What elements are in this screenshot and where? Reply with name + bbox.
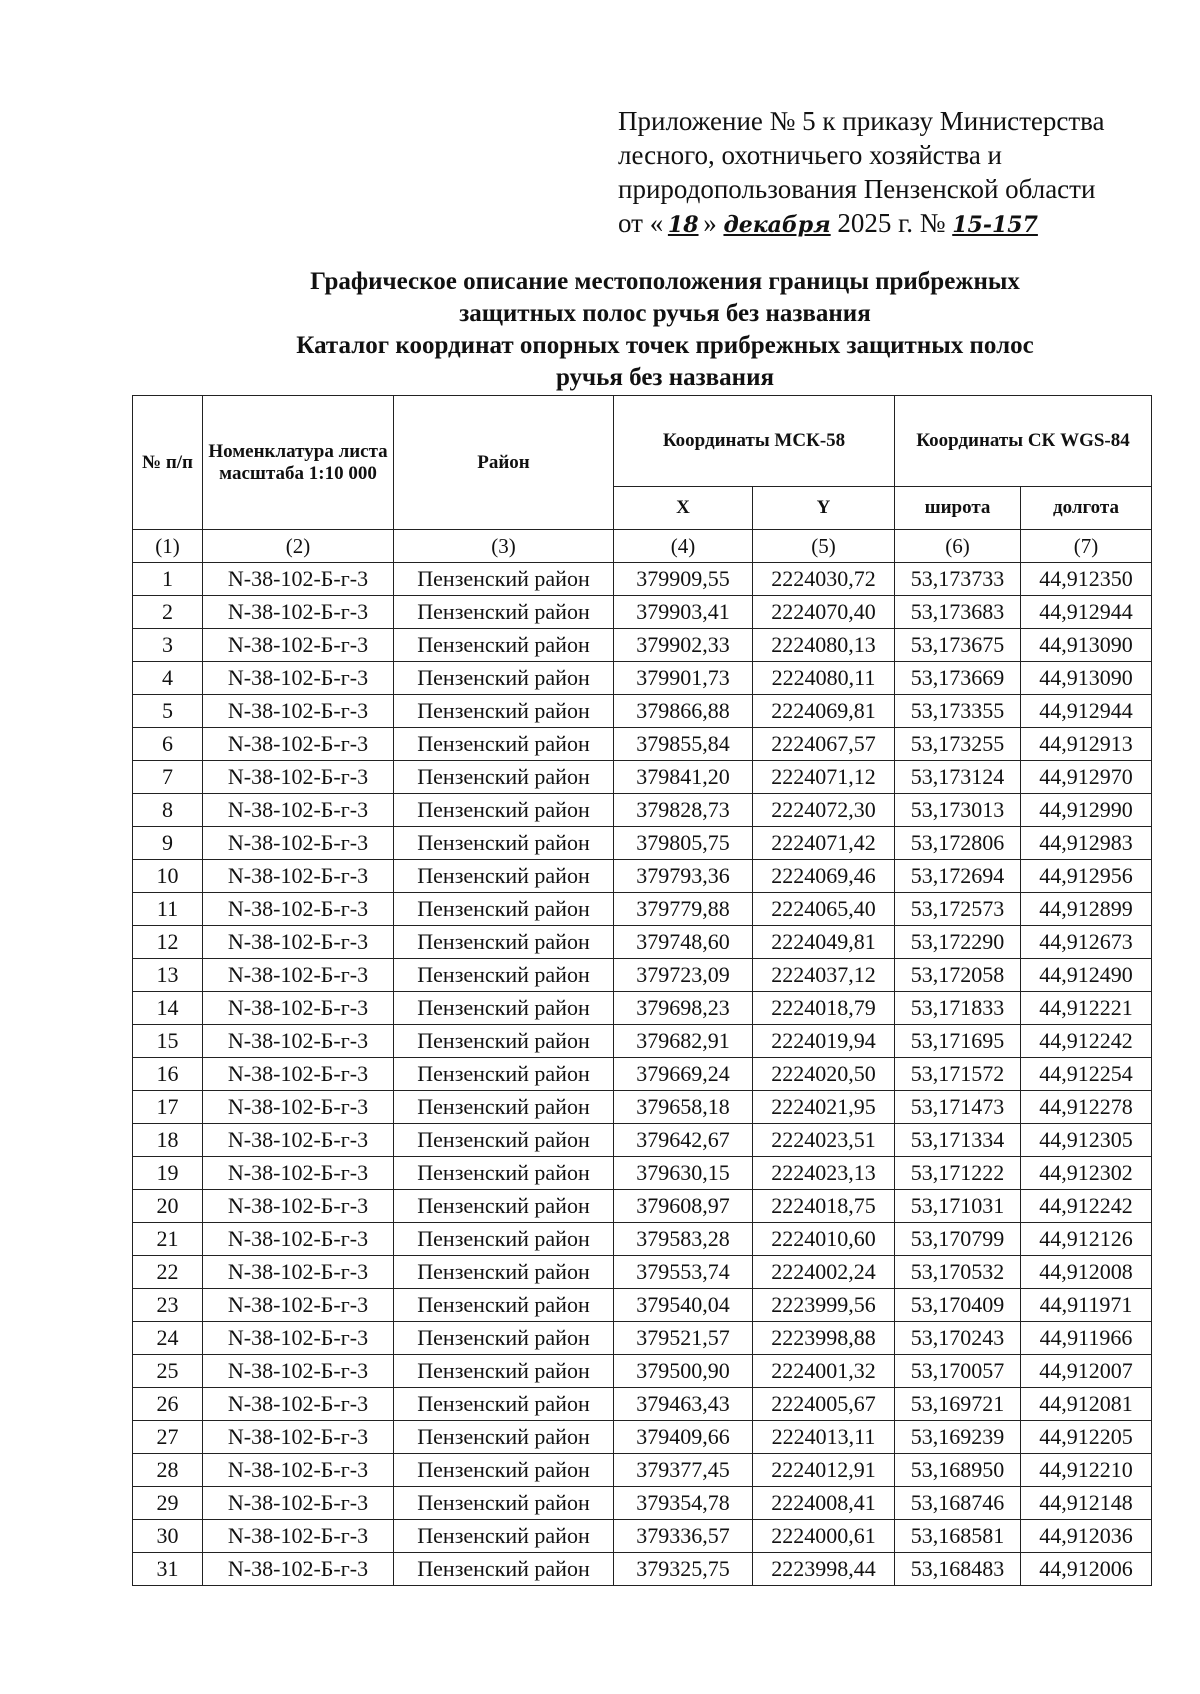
cell-longitude: 44,911966 [1021, 1322, 1152, 1355]
cell-number: 23 [133, 1289, 203, 1322]
cell-y: 2224080,11 [753, 662, 895, 695]
cell-number: 3 [133, 629, 203, 662]
cell-latitude: 53,169721 [895, 1388, 1021, 1421]
cell-latitude: 53,171222 [895, 1157, 1021, 1190]
cell-longitude: 44,912490 [1021, 959, 1152, 992]
cell-nomenclature: N-38-102-Б-г-3 [203, 1487, 394, 1520]
cell-longitude: 44,912036 [1021, 1520, 1152, 1553]
cell-number: 8 [133, 794, 203, 827]
cell-district: Пензенский район [394, 1124, 614, 1157]
cell-district: Пензенский район [394, 596, 614, 629]
cell-x: 379855,84 [614, 728, 753, 761]
cell-nomenclature: N-38-102-Б-г-3 [203, 1190, 394, 1223]
cell-y: 2224030,72 [753, 563, 895, 596]
cell-x: 379409,66 [614, 1421, 753, 1454]
cell-x: 379521,57 [614, 1322, 753, 1355]
cell-latitude: 53,170532 [895, 1256, 1021, 1289]
title-line-1: Графическое описание местоположения границы прибрежных [310, 268, 1020, 295]
cell-number: 10 [133, 860, 203, 893]
cell-latitude: 53,168950 [895, 1454, 1021, 1487]
cell-nomenclature: N-38-102-Б-г-3 [203, 563, 394, 596]
cell-y: 2224018,75 [753, 1190, 895, 1223]
cell-nomenclature: N-38-102-Б-г-3 [203, 1454, 394, 1487]
title-line-3: Каталог координат опорных точек прибрежных защитных полос [296, 332, 1034, 359]
date-quote-close: » [703, 208, 717, 238]
cell-latitude: 53,170799 [895, 1223, 1021, 1256]
cell-longitude: 44,912913 [1021, 728, 1152, 761]
cell-nomenclature: N-38-102-Б-г-3 [203, 1553, 394, 1586]
cell-nomenclature: N-38-102-Б-г-3 [203, 1289, 394, 1322]
table-row [133, 959, 1152, 992]
table-row [133, 1289, 1152, 1322]
title-line-4: ручья без названия [555, 364, 775, 391]
table-row [133, 1421, 1152, 1454]
cell-nomenclature: N-38-102-Б-г-3 [203, 893, 394, 926]
table-row [133, 1520, 1152, 1553]
cell-district: Пензенский район [394, 662, 614, 695]
date-prefix: от « [618, 208, 664, 238]
table-row [133, 926, 1152, 959]
cell-district: Пензенский район [394, 1025, 614, 1058]
cell-x: 379583,28 [614, 1223, 753, 1256]
cell-number: 29 [133, 1487, 203, 1520]
cell-number: 11 [133, 893, 203, 926]
cell-y: 2224018,79 [753, 992, 895, 1025]
cell-longitude: 44,912126 [1021, 1223, 1152, 1256]
cell-nomenclature: N-38-102-Б-г-3 [203, 827, 394, 860]
cell-number: 25 [133, 1355, 203, 1388]
cell-y: 2224023,51 [753, 1124, 895, 1157]
column-number: (4) [614, 530, 753, 563]
cell-x: 379377,45 [614, 1454, 753, 1487]
table-row [133, 893, 1152, 926]
appendix-line-2: лесного, охотничьего хозяйства и [618, 140, 1002, 170]
column-number: (1) [133, 530, 203, 563]
cell-longitude: 44,913090 [1021, 629, 1152, 662]
table-row [133, 596, 1152, 629]
table-row [133, 563, 1152, 596]
cell-district: Пензенский район [394, 992, 614, 1025]
cell-x: 379902,33 [614, 629, 753, 662]
cell-number: 7 [133, 761, 203, 794]
cell-y: 2224072,30 [753, 794, 895, 827]
cell-longitude: 44,912350 [1021, 563, 1152, 596]
cell-longitude: 44,912254 [1021, 1058, 1152, 1091]
appendix-date-line [618, 206, 1158, 242]
cell-x: 379630,15 [614, 1157, 753, 1190]
table-row [133, 1157, 1152, 1190]
cell-latitude: 53,172806 [895, 827, 1021, 860]
cell-x: 379793,36 [614, 860, 753, 893]
cell-longitude: 44,912148 [1021, 1487, 1152, 1520]
cell-nomenclature: N-38-102-Б-г-3 [203, 926, 394, 959]
cell-x: 379553,74 [614, 1256, 753, 1289]
header-msk58: Координаты МСК-58 [614, 396, 895, 487]
header-x: X [614, 487, 753, 530]
cell-x: 379540,04 [614, 1289, 753, 1322]
cell-nomenclature: N-38-102-Б-г-3 [203, 728, 394, 761]
cell-y: 2224020,50 [753, 1058, 895, 1091]
coordinates-table [132, 395, 1152, 1586]
cell-district: Пензенский район [394, 1520, 614, 1553]
cell-y: 2224069,81 [753, 695, 895, 728]
cell-number: 12 [133, 926, 203, 959]
table-row [133, 1223, 1152, 1256]
cell-latitude: 53,173683 [895, 596, 1021, 629]
table-row [133, 860, 1152, 893]
table-row [133, 1487, 1152, 1520]
cell-number: 24 [133, 1322, 203, 1355]
cell-number: 27 [133, 1421, 203, 1454]
cell-number: 4 [133, 662, 203, 695]
cell-number: 6 [133, 728, 203, 761]
cell-x: 379909,55 [614, 563, 753, 596]
cell-y: 2224001,32 [753, 1355, 895, 1388]
cell-latitude: 53,173124 [895, 761, 1021, 794]
cell-x: 379748,60 [614, 926, 753, 959]
cell-latitude: 53,171031 [895, 1190, 1021, 1223]
cell-district: Пензенский район [394, 1454, 614, 1487]
cell-number: 19 [133, 1157, 203, 1190]
cell-x: 379805,75 [614, 827, 753, 860]
table-row [133, 1454, 1152, 1487]
cell-nomenclature: N-38-102-Б-г-3 [203, 1388, 394, 1421]
cell-latitude: 53,170057 [895, 1355, 1021, 1388]
header-nomenclature: Номенклатура листа масштаба 1:10 000 [203, 396, 394, 530]
cell-number: 9 [133, 827, 203, 860]
cell-y: 2224000,61 [753, 1520, 895, 1553]
cell-x: 379723,09 [614, 959, 753, 992]
cell-number: 22 [133, 1256, 203, 1289]
table-row [133, 662, 1152, 695]
cell-number: 1 [133, 563, 203, 596]
cell-district: Пензенский район [394, 1091, 614, 1124]
handwritten-month: декабря [723, 212, 831, 238]
appendix-line-1: Приложение № 5 к приказу Министерства [618, 106, 1105, 136]
cell-x: 379698,23 [614, 992, 753, 1025]
cell-number: 15 [133, 1025, 203, 1058]
cell-x: 379658,18 [614, 1091, 753, 1124]
cell-y: 2224023,13 [753, 1157, 895, 1190]
cell-x: 379500,90 [614, 1355, 753, 1388]
cell-y: 2224069,46 [753, 860, 895, 893]
cell-x: 379866,88 [614, 695, 753, 728]
cell-number: 20 [133, 1190, 203, 1223]
header-latitude: широта [895, 487, 1021, 530]
cell-y: 2224002,24 [753, 1256, 895, 1289]
cell-district: Пензенский район [394, 1058, 614, 1091]
cell-longitude: 44,912990 [1021, 794, 1152, 827]
cell-latitude: 53,172290 [895, 926, 1021, 959]
table-row [133, 1553, 1152, 1586]
cell-longitude: 44,912007 [1021, 1355, 1152, 1388]
cell-latitude: 53,171833 [895, 992, 1021, 1025]
cell-number: 14 [133, 992, 203, 1025]
cell-x: 379779,88 [614, 893, 753, 926]
cell-district: Пензенский район [394, 629, 614, 662]
cell-y: 2223998,44 [753, 1553, 895, 1586]
cell-x: 379828,73 [614, 794, 753, 827]
cell-y: 2224071,12 [753, 761, 895, 794]
cell-latitude: 53,171572 [895, 1058, 1021, 1091]
cell-x: 379903,41 [614, 596, 753, 629]
cell-district: Пензенский район [394, 1157, 614, 1190]
cell-y: 2224080,13 [753, 629, 895, 662]
table-row [133, 1124, 1152, 1157]
cell-nomenclature: N-38-102-Б-г-3 [203, 629, 394, 662]
cell-nomenclature: N-38-102-Б-г-3 [203, 695, 394, 728]
cell-longitude: 44,912242 [1021, 1190, 1152, 1223]
cell-nomenclature: N-38-102-Б-г-3 [203, 1520, 394, 1553]
header-wgs84: Координаты СК WGS-84 [895, 396, 1152, 487]
cell-longitude: 44,912242 [1021, 1025, 1152, 1058]
cell-district: Пензенский район [394, 1553, 614, 1586]
cell-latitude: 53,173733 [895, 563, 1021, 596]
table-body [133, 563, 1152, 1586]
table-row [133, 992, 1152, 1025]
table-row [133, 728, 1152, 761]
cell-y: 2224010,60 [753, 1223, 895, 1256]
cell-district: Пензенский район [394, 761, 614, 794]
table-row [133, 827, 1152, 860]
cell-y: 2224067,57 [753, 728, 895, 761]
cell-number: 18 [133, 1124, 203, 1157]
appendix-line-3: природопользования Пензенской области [618, 174, 1096, 204]
cell-x: 379901,73 [614, 662, 753, 695]
table-row [133, 1388, 1152, 1421]
cell-district: Пензенский район [394, 959, 614, 992]
cell-district: Пензенский район [394, 1256, 614, 1289]
cell-y: 2224065,40 [753, 893, 895, 926]
table-row [133, 695, 1152, 728]
cell-district: Пензенский район [394, 1421, 614, 1454]
cell-nomenclature: N-38-102-Б-г-3 [203, 1256, 394, 1289]
cell-district: Пензенский район [394, 728, 614, 761]
cell-x: 379608,97 [614, 1190, 753, 1223]
table-row [133, 629, 1152, 662]
cell-nomenclature: N-38-102-Б-г-3 [203, 1091, 394, 1124]
cell-nomenclature: N-38-102-Б-г-3 [203, 761, 394, 794]
cell-nomenclature: N-38-102-Б-г-3 [203, 1322, 394, 1355]
cell-number: 31 [133, 1553, 203, 1586]
cell-longitude: 44,912221 [1021, 992, 1152, 1025]
cell-longitude: 44,912970 [1021, 761, 1152, 794]
cell-y: 2224008,41 [753, 1487, 895, 1520]
cell-nomenclature: N-38-102-Б-г-3 [203, 1058, 394, 1091]
cell-latitude: 53,173013 [895, 794, 1021, 827]
cell-latitude: 53,173675 [895, 629, 1021, 662]
cell-district: Пензенский район [394, 893, 614, 926]
cell-longitude: 44,912302 [1021, 1157, 1152, 1190]
column-number: (6) [895, 530, 1021, 563]
cell-nomenclature: N-38-102-Б-г-3 [203, 1355, 394, 1388]
cell-latitude: 53,173255 [895, 728, 1021, 761]
cell-nomenclature: N-38-102-Б-г-3 [203, 992, 394, 1025]
cell-number: 16 [133, 1058, 203, 1091]
cell-district: Пензенский район [394, 794, 614, 827]
cell-latitude: 53,171473 [895, 1091, 1021, 1124]
table-row [133, 1355, 1152, 1388]
cell-nomenclature: N-38-102-Б-г-3 [203, 662, 394, 695]
cell-x: 379669,24 [614, 1058, 753, 1091]
cell-nomenclature: N-38-102-Б-г-3 [203, 1223, 394, 1256]
cell-district: Пензенский район [394, 860, 614, 893]
cell-longitude: 44,912278 [1021, 1091, 1152, 1124]
cell-longitude: 44,912006 [1021, 1553, 1152, 1586]
cell-nomenclature: N-38-102-Б-г-3 [203, 1124, 394, 1157]
document-title [0, 266, 1200, 394]
column-number: (2) [203, 530, 394, 563]
cell-district: Пензенский район [394, 1289, 614, 1322]
cell-number: 13 [133, 959, 203, 992]
cell-nomenclature: N-38-102-Б-г-3 [203, 1157, 394, 1190]
cell-number: 21 [133, 1223, 203, 1256]
cell-x: 379354,78 [614, 1487, 753, 1520]
cell-nomenclature: N-38-102-Б-г-3 [203, 1421, 394, 1454]
cell-number: 17 [133, 1091, 203, 1124]
cell-number: 30 [133, 1520, 203, 1553]
cell-x: 379642,67 [614, 1124, 753, 1157]
cell-longitude: 44,912081 [1021, 1388, 1152, 1421]
cell-y: 2224049,81 [753, 926, 895, 959]
cell-district: Пензенский район [394, 926, 614, 959]
cell-latitude: 53,172573 [895, 893, 1021, 926]
table-row [133, 1256, 1152, 1289]
title-line-2: защитных полос ручья без названия [459, 300, 871, 327]
cell-y: 2224021,95 [753, 1091, 895, 1124]
header-longitude: долгота [1021, 487, 1152, 530]
cell-longitude: 44,912899 [1021, 893, 1152, 926]
column-number: (5) [753, 530, 895, 563]
cell-latitude: 53,169239 [895, 1421, 1021, 1454]
handwritten-order-number: 15-157 [952, 212, 1038, 238]
cell-y: 2224037,12 [753, 959, 895, 992]
cell-longitude: 44,912210 [1021, 1454, 1152, 1487]
cell-nomenclature: N-38-102-Б-г-3 [203, 959, 394, 992]
cell-latitude: 53,171695 [895, 1025, 1021, 1058]
cell-y: 2223999,56 [753, 1289, 895, 1322]
cell-y: 2224012,91 [753, 1454, 895, 1487]
column-number: (7) [1021, 530, 1152, 563]
cell-nomenclature: N-38-102-Б-г-3 [203, 860, 394, 893]
cell-y: 2224013,11 [753, 1421, 895, 1454]
appendix-header [618, 104, 1158, 242]
cell-district: Пензенский район [394, 1355, 614, 1388]
cell-y: 2224005,67 [753, 1388, 895, 1421]
header-district: Район [394, 396, 614, 530]
cell-longitude: 44,913090 [1021, 662, 1152, 695]
cell-x: 379841,20 [614, 761, 753, 794]
cell-longitude: 44,912944 [1021, 596, 1152, 629]
cell-district: Пензенский район [394, 695, 614, 728]
cell-nomenclature: N-38-102-Б-г-3 [203, 1025, 394, 1058]
table-row [133, 1058, 1152, 1091]
cell-district: Пензенский район [394, 827, 614, 860]
cell-latitude: 53,173355 [895, 695, 1021, 728]
cell-nomenclature: N-38-102-Б-г-3 [203, 596, 394, 629]
cell-number: 5 [133, 695, 203, 728]
date-year: 2025 г. № [837, 208, 946, 238]
cell-longitude: 44,912673 [1021, 926, 1152, 959]
cell-latitude: 53,170409 [895, 1289, 1021, 1322]
cell-district: Пензенский район [394, 563, 614, 596]
cell-x: 379325,75 [614, 1553, 753, 1586]
cell-x: 379336,57 [614, 1520, 753, 1553]
cell-y: 2224071,42 [753, 827, 895, 860]
table-row [133, 1322, 1152, 1355]
cell-latitude: 53,170243 [895, 1322, 1021, 1355]
cell-longitude: 44,912983 [1021, 827, 1152, 860]
cell-x: 379682,91 [614, 1025, 753, 1058]
cell-longitude: 44,912305 [1021, 1124, 1152, 1157]
cell-district: Пензенский район [394, 1322, 614, 1355]
cell-longitude: 44,912956 [1021, 860, 1152, 893]
cell-district: Пензенский район [394, 1487, 614, 1520]
cell-longitude: 44,911971 [1021, 1289, 1152, 1322]
cell-latitude: 53,173669 [895, 662, 1021, 695]
cell-district: Пензенский район [394, 1190, 614, 1223]
header-number: № п/п [133, 396, 203, 530]
cell-number: 28 [133, 1454, 203, 1487]
cell-longitude: 44,912944 [1021, 695, 1152, 728]
table-row [133, 794, 1152, 827]
cell-latitude: 53,168746 [895, 1487, 1021, 1520]
cell-number: 2 [133, 596, 203, 629]
table-row [133, 1025, 1152, 1058]
handwritten-day: 18 [667, 212, 699, 238]
cell-number: 26 [133, 1388, 203, 1421]
cell-longitude: 44,912008 [1021, 1256, 1152, 1289]
cell-y: 2224070,40 [753, 596, 895, 629]
table-row [133, 1190, 1152, 1223]
cell-x: 379463,43 [614, 1388, 753, 1421]
table-row [133, 1091, 1152, 1124]
cell-district: Пензенский район [394, 1223, 614, 1256]
cell-latitude: 53,168483 [895, 1553, 1021, 1586]
cell-latitude: 53,171334 [895, 1124, 1021, 1157]
cell-latitude: 53,168581 [895, 1520, 1021, 1553]
cell-nomenclature: N-38-102-Б-г-3 [203, 794, 394, 827]
cell-district: Пензенский район [394, 1388, 614, 1421]
cell-latitude: 53,172694 [895, 860, 1021, 893]
cell-longitude: 44,912205 [1021, 1421, 1152, 1454]
cell-y: 2224019,94 [753, 1025, 895, 1058]
cell-y: 2223998,88 [753, 1322, 895, 1355]
header-y: Y [753, 487, 895, 530]
table-row [133, 761, 1152, 794]
column-numbers-row [133, 530, 1152, 563]
cell-latitude: 53,172058 [895, 959, 1021, 992]
column-number: (3) [394, 530, 614, 563]
